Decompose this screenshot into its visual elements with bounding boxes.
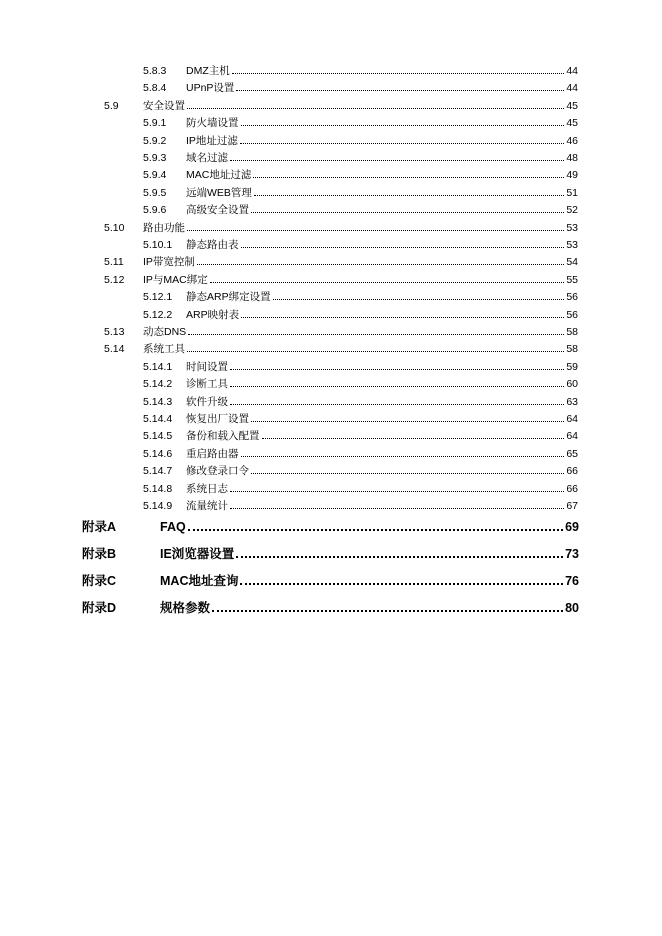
toc-leader xyxy=(188,323,564,335)
toc-page-number: 58 xyxy=(566,343,578,356)
toc-title: 规格参数 xyxy=(160,600,211,615)
toc-page-number: 45 xyxy=(566,99,578,112)
toc-title: IP与MAC绑定 xyxy=(143,273,208,286)
toc-appendix-entry[interactable] xyxy=(82,543,579,563)
toc-number: 5.9.1 xyxy=(143,117,167,130)
toc-leader xyxy=(187,219,564,231)
toc-page-number: 45 xyxy=(566,117,578,130)
toc-number: 5.9.6 xyxy=(143,204,167,217)
toc-number: 5.9.2 xyxy=(143,134,167,147)
toc-entry[interactable] xyxy=(143,166,578,182)
toc-number: 5.10 xyxy=(104,221,125,234)
toc-entry[interactable] xyxy=(143,445,578,461)
toc-entry[interactable] xyxy=(143,497,578,513)
toc-title: IE浏览器设置 xyxy=(160,546,235,561)
toc-title: UPnP设置 xyxy=(186,82,235,95)
toc-leader xyxy=(241,114,565,126)
toc-entry[interactable] xyxy=(143,480,578,496)
toc-title: 安全设置 xyxy=(143,99,185,112)
toc-page-number: 64 xyxy=(566,413,578,425)
toc-page-number: 76 xyxy=(565,573,579,588)
toc-appendix-entry[interactable] xyxy=(82,597,579,617)
toc-entry[interactable] xyxy=(104,323,578,339)
toc-number: 5.14.1 xyxy=(143,360,173,373)
toc-title: 域名过滤 xyxy=(186,152,228,164)
toc-title: 系统日志 xyxy=(186,482,228,495)
toc-title: MAC地址过滤 xyxy=(186,169,252,182)
toc-number: 5.8.3 xyxy=(143,65,167,77)
toc-entry[interactable] xyxy=(143,236,578,252)
toc-title: 远端WEB管理 xyxy=(186,186,252,199)
toc-number: 附录B xyxy=(82,546,117,561)
toc-number: 5.12 xyxy=(104,273,125,286)
toc-entry[interactable] xyxy=(143,427,578,443)
toc-title: 流量统计 xyxy=(186,500,228,512)
toc-entry[interactable] xyxy=(143,375,578,391)
toc-leader xyxy=(262,427,565,439)
toc-leader xyxy=(236,79,564,91)
toc-appendix-entry[interactable] xyxy=(82,570,579,590)
toc-title: IP地址过滤 xyxy=(186,134,238,147)
toc-number: 5.14.4 xyxy=(143,413,173,425)
toc-page-number: 64 xyxy=(566,430,578,443)
toc-page-number: 48 xyxy=(566,152,578,164)
toc-title: 系统工具 xyxy=(143,343,185,356)
toc-entry[interactable] xyxy=(104,271,578,287)
toc-number: 5.9.4 xyxy=(143,169,167,182)
toc-page-number: 60 xyxy=(566,378,578,391)
toc-entry[interactable] xyxy=(143,358,578,374)
toc-entry[interactable] xyxy=(143,184,578,200)
toc-entry[interactable] xyxy=(143,393,578,409)
toc-leader xyxy=(232,62,565,74)
toc-title: 静态ARP绑定设置 xyxy=(186,291,271,304)
toc-title: DMZ主机 xyxy=(186,65,230,77)
toc-number: 5.14.8 xyxy=(143,482,173,495)
toc-leader xyxy=(236,543,563,558)
toc-page-number: 46 xyxy=(566,134,578,147)
toc-page-number: 44 xyxy=(566,82,578,95)
toc-leader xyxy=(251,201,564,213)
toc-leader xyxy=(241,306,564,318)
toc-number: 5.13 xyxy=(104,326,125,338)
toc-page-number: 52 xyxy=(566,204,578,217)
toc-entry[interactable] xyxy=(143,114,578,130)
toc-title: 恢复出厂设置 xyxy=(186,413,249,425)
toc-page-number: 67 xyxy=(566,500,578,512)
toc-number: 5.14.2 xyxy=(143,378,173,391)
toc-page-number: 56 xyxy=(566,308,578,321)
toc-page-number: 44 xyxy=(566,65,578,77)
toc-leader xyxy=(197,253,564,265)
toc-number: 5.9.3 xyxy=(143,152,167,164)
toc-page-number: 53 xyxy=(566,239,578,251)
toc-entry[interactable] xyxy=(143,201,578,217)
toc-title: MAC地址查询 xyxy=(160,573,239,588)
toc-page-number: 66 xyxy=(566,465,578,478)
toc-number: 5.9.5 xyxy=(143,186,167,199)
toc-leader xyxy=(230,497,564,509)
toc-leader xyxy=(241,445,565,457)
toc-entry[interactable] xyxy=(143,462,578,478)
toc-entry[interactable] xyxy=(143,79,578,95)
toc-entry[interactable] xyxy=(104,340,578,356)
toc-leader xyxy=(188,516,563,531)
toc-title: 动态DNS xyxy=(143,326,187,338)
toc-page-number: 69 xyxy=(565,520,579,534)
toc-number: 5.11 xyxy=(104,256,124,269)
toc-number: 附录C xyxy=(82,573,117,588)
toc-entry[interactable] xyxy=(104,219,578,235)
toc-entry[interactable] xyxy=(143,132,578,148)
toc-entry[interactable] xyxy=(143,288,578,304)
toc-leader xyxy=(230,149,564,161)
toc-entry[interactable] xyxy=(143,62,578,78)
toc-page-number: 63 xyxy=(566,395,578,408)
toc-number: 5.14.5 xyxy=(143,430,173,443)
toc-title: ARP映射表 xyxy=(186,308,240,321)
toc-page-number: 55 xyxy=(566,273,578,286)
toc-appendix-entry[interactable] xyxy=(82,516,579,536)
toc-leader xyxy=(230,480,564,492)
toc-leader xyxy=(230,375,564,387)
toc-leader xyxy=(273,288,565,300)
toc-leader xyxy=(241,236,565,248)
toc-page-number: 56 xyxy=(566,291,578,304)
toc-number: 5.14.9 xyxy=(143,500,173,512)
toc-leader xyxy=(187,97,564,109)
toc-number: 5.10.1 xyxy=(143,239,173,251)
toc-title: FAQ xyxy=(160,520,186,534)
toc-number: 5.14 xyxy=(104,343,125,356)
toc-leader xyxy=(240,570,563,585)
toc-title: 防火墙设置 xyxy=(186,117,239,130)
toc-entry[interactable] xyxy=(143,149,578,165)
toc-number: 5.14.6 xyxy=(143,447,173,460)
toc-leader xyxy=(251,410,564,422)
toc-leader xyxy=(240,132,564,144)
toc-number: 5.14.7 xyxy=(143,465,173,478)
toc-title: 路由功能 xyxy=(143,221,185,234)
toc-page-number: 53 xyxy=(566,221,578,234)
toc-title: 时间设置 xyxy=(186,360,228,373)
toc-number: 5.8.4 xyxy=(143,82,167,95)
toc-entry[interactable] xyxy=(143,306,578,322)
toc-page-number: 51 xyxy=(566,186,578,199)
toc-title: 高级安全设置 xyxy=(186,204,249,217)
toc-leader xyxy=(253,166,564,178)
toc-title: 诊断工具 xyxy=(186,378,228,391)
toc-page-number: 73 xyxy=(565,546,579,561)
toc-page-number: 80 xyxy=(565,600,579,615)
toc-number: 5.14.3 xyxy=(143,395,173,408)
toc-number: 附录A xyxy=(82,520,117,534)
toc-page-number: 65 xyxy=(566,447,578,460)
toc-leader xyxy=(230,358,564,370)
toc-title: 备份和载入配置 xyxy=(186,430,260,443)
toc-title: 重启路由器 xyxy=(186,447,239,460)
toc-leader xyxy=(254,184,564,196)
toc-leader xyxy=(212,597,563,612)
toc-leader xyxy=(210,271,565,283)
toc-entry[interactable] xyxy=(143,410,578,426)
toc-title: 修改登录口令 xyxy=(186,465,249,478)
toc-page-number: 58 xyxy=(566,326,578,338)
toc-title: 软件升级 xyxy=(186,395,228,408)
toc-number: 附录D xyxy=(82,600,117,615)
toc-number: 5.12.1 xyxy=(143,291,173,304)
toc-page-number: 59 xyxy=(566,360,578,373)
toc-leader xyxy=(187,340,564,352)
toc-page-number: 49 xyxy=(566,169,578,182)
toc-leader xyxy=(230,393,564,405)
toc-leader xyxy=(251,462,564,474)
toc-title: 静态路由表 xyxy=(186,239,239,251)
toc-page-number: 66 xyxy=(566,482,578,495)
toc-number: 5.12.2 xyxy=(143,308,173,321)
toc-number: 5.9 xyxy=(104,99,119,112)
toc-entry[interactable] xyxy=(104,253,578,269)
toc-entry[interactable] xyxy=(104,97,578,113)
toc-title: IP带宽控制 xyxy=(143,256,195,269)
toc-page-number: 54 xyxy=(566,256,578,269)
